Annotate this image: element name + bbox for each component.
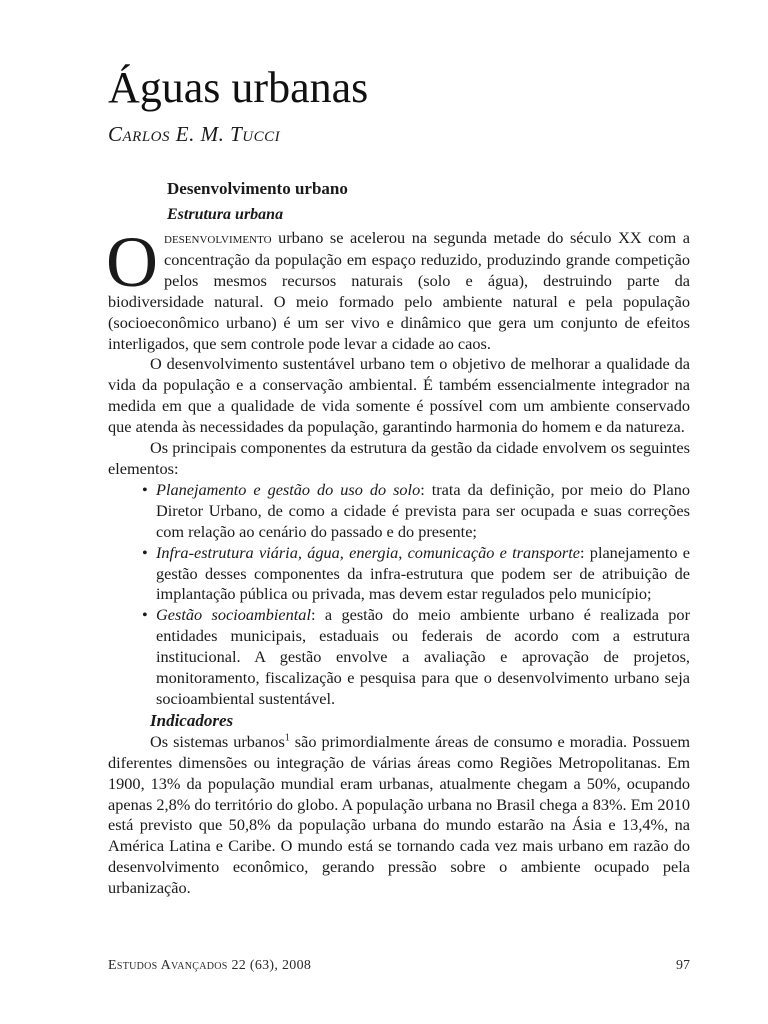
indicators-heading: Indicadores (150, 710, 234, 730)
indicators-text-start: Os sistemas urbanos (150, 731, 285, 751)
article-title: Águas urbanas (108, 63, 369, 112)
list-item (156, 480, 690, 543)
indicators-paragraph (108, 732, 690, 899)
list-item-text: : planejamento e gestão desses componentes da infra-estrutura que podem ser de atribuição de implantação pública ou privada, mas devem estar regulados pelo município; (156, 542, 690, 604)
article-body (106, 222, 691, 899)
footnote-marker: 1 (284, 732, 290, 744)
paragraph-3: Os principais componentes da estrutura da gestão da cidade envolvem os seguintes elementos: (108, 438, 690, 478)
list-item-term: Gestão socioambiental (156, 605, 311, 625)
list-item (156, 543, 690, 606)
journal-footer: Estudos Avançados 22 (63), 2008 (108, 958, 312, 973)
components-list (108, 480, 690, 710)
intro-lead-smallcaps: desenvolvimento (164, 231, 272, 247)
paragraph-2: O desenvolvimento sustentável urbano tem o objetivo de melhorar a qualidade da vida da população e a conservação ambiental. É também essencialmente integrador na medida em que a qualidade de vida somente é possível com um ambiente conservado que atenda às necessidades da população, garantindo harmonia do homem e da natureza. (108, 354, 690, 437)
list-item-term: Planejamento e gestão do uso do solo (156, 479, 421, 499)
subsection-heading: Estrutura urbana (167, 206, 284, 223)
list-item-text: : a gestão do meio ambiente urbano é realizada por entidades municipais, estaduais ou federais de acordo com a estrutura institucional. A gestão envolve a avaliação e aprovação de projetos, monitoramento, fiscalização e pesquisa para que o desenvolvimento urbano seja socioambiental sustentável. (156, 605, 690, 708)
intro-text: urbano se acelerou na segunda metade do século XX com a concentração da população em espaço reduzido, produzindo grande competição pelos mesmos recursos naturais (solo e água), destruindo parte da biodiversidade natural. O meio formado pelo ambiente natural e pela população (socioeconômico urbano) é um ser vivo e dinâmico que gera um conjunto de efeitos interligados, que sem controle pode levar a cidade ao caos. (108, 228, 690, 353)
indicators-text-rest: são primordialmente áreas de consumo e moradia. Possuem diferentes dimensões ou integração de várias áreas como Regiões Metropolitanas. Em 1900, 13% da população mundial eram urbanas, atualmente chegam a 50%, ocupando apenas 2,8% do território do globo. A população urbana no Brasil chega a 83%. Em 2010 está previsto que 50,8% da população urbana do mundo estarão na Ásia e 13,4%, na América Latina e Caribe. O mundo está se tornando cada vez mais urbano em razão do desenvolvimento econômico, gerando pressão sobre o ambiente ocupado pela urbanização. (108, 731, 690, 898)
list-item (156, 605, 690, 710)
intro-paragraph (106, 222, 690, 354)
drop-cap: O (106, 222, 158, 302)
list-item-text: : trata da definição, por meio do Plano Diretor Urbano, de como a cidade é prevista para ser ocupada e suas correções com relação ao cenário do passado e do presente; (156, 479, 691, 541)
section-heading: Desenvolvimento urbano (167, 179, 348, 198)
author-name: Carlos E. M. Tucci (108, 122, 281, 146)
list-item-term: Infra-estrutura viária, água, energia, comunicação e transporte (156, 542, 580, 562)
page-number: 97 (676, 958, 690, 973)
